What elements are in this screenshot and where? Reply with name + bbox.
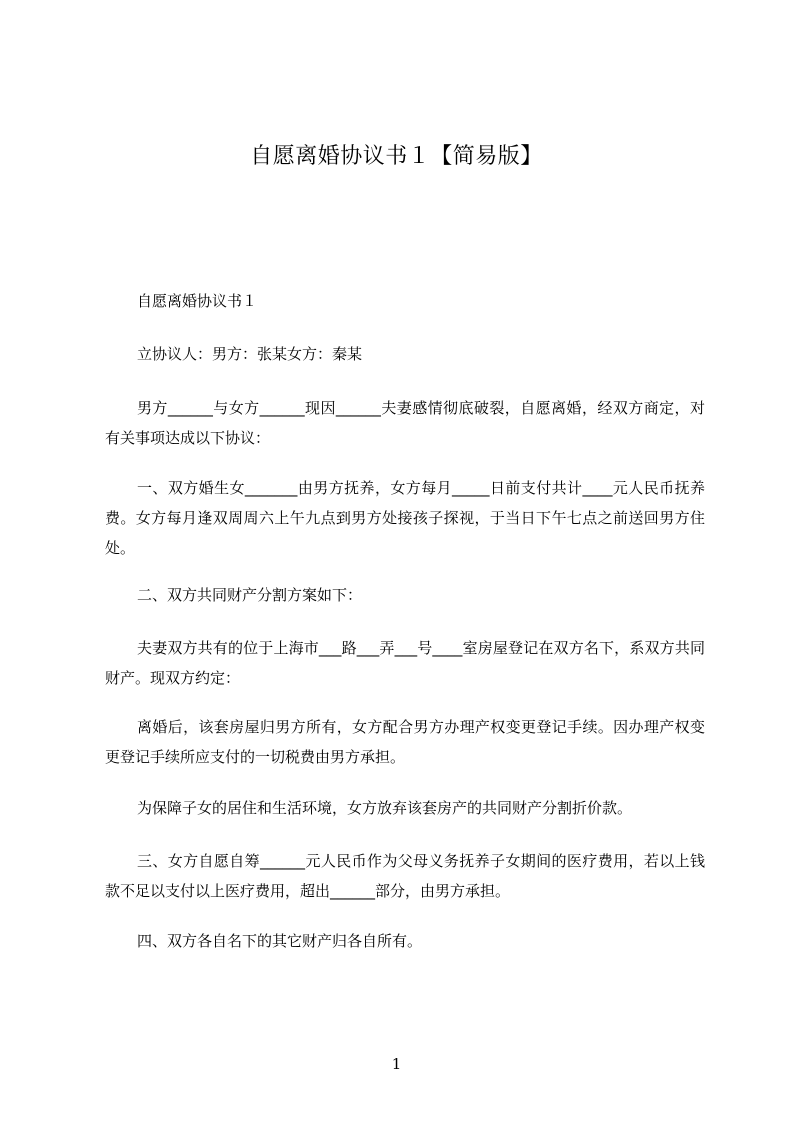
paragraph-clause-1: 一、双方婚生女_______由男方抚养，女方每月_____日前支付共计____元人民币抚养费。女方每月逢双周周六上午九点到男方处接孩子探视，于当日下午七点之前送回男方住处。	[105, 479, 705, 557]
paragraph-subtitle: 自愿离婚协议书１	[137, 292, 258, 310]
paragraph-clause-2-heading: 二、双方共同财产分割方案如下：	[137, 586, 363, 604]
paragraph-parties: 立协议人：男方：张某女方：秦某	[137, 345, 363, 363]
paragraph-waiver: 为保障子女的居住和生活环境，女方放弃该套房产的共同财产分割折价款。	[137, 799, 633, 817]
paragraph-property: 夫妻双方共有的位于上海市___路___弄___号____室房屋登记在双方名下，系双方共同财产。现双方约定：	[105, 639, 705, 687]
paragraph-clause-4: 四、双方各自名下的其它财产归各自所有。	[137, 932, 423, 950]
paragraph-property-agreement: 离婚后，该套房屋归男方所有，女方配合男方办理产权变更登记手续。因办理产权变更登记手续所应支付的一切税费由男方承担。	[105, 718, 705, 766]
paragraph-intro: 男方______与女方______现因______夫妻感情彻底破裂，自愿离婚，经双方商定，对有关事项达成以下协议：	[105, 399, 705, 447]
paragraph-clause-3: 三、女方自愿自筹______元人民币作为父母义务抚养子女期间的医疗费用，若以上钱款不足以支付以上医疗费用，超出______部分，由男方承担。	[105, 852, 705, 900]
document-title: 自愿离婚协议书１【简易版】	[250, 144, 543, 169]
page-number: 1	[391, 1055, 402, 1073]
